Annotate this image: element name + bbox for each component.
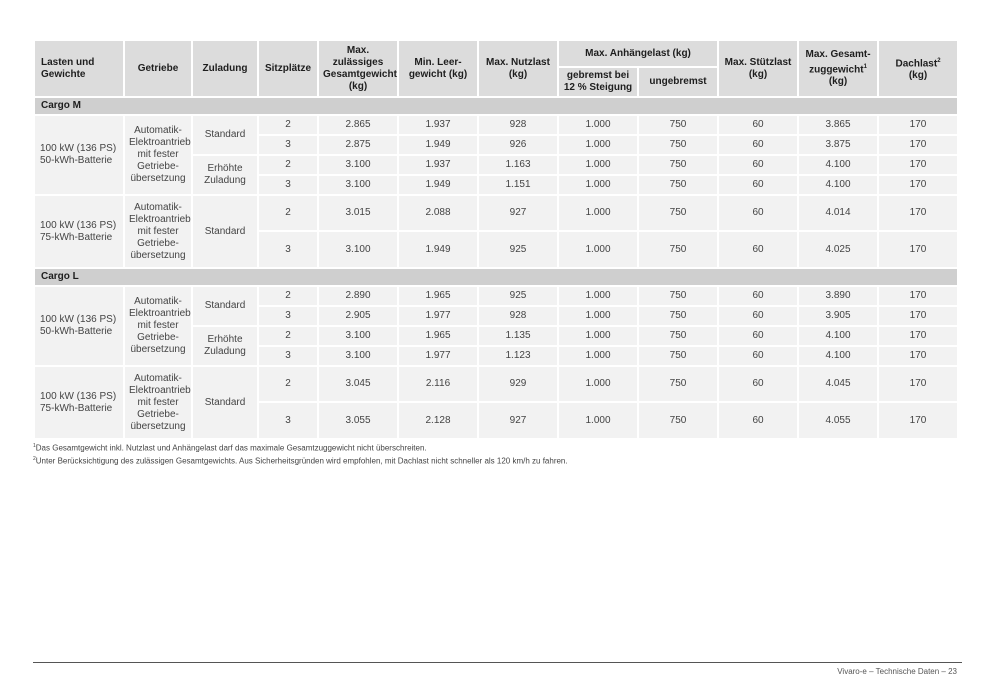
dachlast-cell: 170 — [878, 175, 958, 195]
header-dachlast-text: Dachlast — [895, 58, 938, 70]
gesamtgewicht-cell: 2.905 — [318, 306, 398, 326]
gesamtgewicht-cell: 2.890 — [318, 286, 398, 306]
gebremst-cell: 1.000 — [558, 326, 638, 346]
header-dachlast — [878, 40, 958, 97]
table-row — [34, 115, 958, 135]
header-max-stuetzlast: Max. Stützlast (kg) — [718, 40, 798, 97]
dachlast-cell: 170 — [878, 402, 958, 439]
header-gesamtzuggewicht-text: Max. Gesamt-zuggewicht — [805, 48, 871, 76]
gebremst-cell: 1.000 — [558, 366, 638, 402]
dachlast-cell: 170 — [878, 286, 958, 306]
zuggewicht-cell: 4.025 — [798, 231, 878, 268]
nutzlast-cell: 1.135 — [478, 326, 558, 346]
zuggewicht-cell: 3.890 — [798, 286, 878, 306]
header-dachlast-unit: (kg) — [908, 70, 928, 82]
footnotes — [33, 441, 568, 466]
gesamtgewicht-cell: 2.865 — [318, 115, 398, 135]
gebremst-cell: 1.000 — [558, 175, 638, 195]
leergewicht-cell: 2.116 — [398, 366, 478, 402]
sitzplaetze-cell: 2 — [258, 326, 318, 346]
dachlast-cell: 170 — [878, 195, 958, 231]
footnote-mark: 1 — [33, 443, 36, 449]
gesamtgewicht-cell: 3.055 — [318, 402, 398, 439]
section-row — [34, 97, 958, 115]
zuggewicht-cell: 3.905 — [798, 306, 878, 326]
zuladung-cell: Standard — [192, 366, 258, 439]
nutzlast-cell: 925 — [478, 231, 558, 268]
gebremst-cell: 1.000 — [558, 286, 638, 306]
stuetzlast-cell: 60 — [718, 286, 798, 306]
motor-cell: 100 kW (136 PS) 75-kWh-Batterie — [34, 195, 124, 268]
footnote-text: Das Gesamtgewicht inkl. Nutzlast und Anhängelast darf das maximale Gesamtzuggewicht nicht überschreiten. — [35, 443, 427, 453]
gebremst-cell: 1.000 — [558, 306, 638, 326]
ungebremst-cell: 750 — [638, 286, 718, 306]
sitzplaetze-cell: 2 — [258, 115, 318, 135]
gesamtgewicht-cell: 3.100 — [318, 155, 398, 175]
header-gesamtzuggewicht — [798, 40, 878, 97]
zuladung-cell: Standard — [192, 115, 258, 155]
header-lasten: Lasten und Gewichte — [34, 40, 124, 97]
header-gesamtzuggewicht-unit: (kg) — [828, 76, 848, 88]
zuggewicht-cell: 3.865 — [798, 115, 878, 135]
sitzplaetze-cell: 3 — [258, 306, 318, 326]
leergewicht-cell: 1.937 — [398, 115, 478, 135]
nutzlast-cell: 927 — [478, 402, 558, 439]
gebremst-cell: 1.000 — [558, 115, 638, 135]
nutzlast-cell: 1.163 — [478, 155, 558, 175]
leergewicht-cell: 1.965 — [398, 286, 478, 306]
nutzlast-cell: 926 — [478, 135, 558, 155]
ungebremst-cell: 750 — [638, 366, 718, 402]
stuetzlast-cell: 60 — [718, 115, 798, 135]
footnote-text: Unter Berücksichtigung des zulässigen Gesamtgewichts. Aus Sicherheitsgründen wird empfohlen, mit Dachlast nicht schneller als 120 km/h zu fahren. — [35, 456, 568, 466]
stuetzlast-cell: 60 — [718, 402, 798, 439]
header-getriebe: Getriebe — [124, 40, 192, 97]
gebremst-cell: 1.000 — [558, 402, 638, 439]
ungebremst-cell: 750 — [638, 175, 718, 195]
stuetzlast-cell: 60 — [718, 155, 798, 175]
ungebremst-cell: 750 — [638, 155, 718, 175]
table-body — [34, 97, 958, 439]
footnote-mark: 2 — [33, 455, 36, 462]
ungebremst-cell: 750 — [638, 346, 718, 366]
stuetzlast-cell: 60 — [718, 195, 798, 231]
leergewicht-cell: 2.088 — [398, 195, 478, 231]
ungebremst-cell: 750 — [638, 402, 718, 439]
dachlast-cell: 170 — [878, 366, 958, 402]
ungebremst-cell: 750 — [638, 306, 718, 326]
gesamtgewicht-cell: 3.045 — [318, 366, 398, 402]
footer-rule — [33, 662, 962, 663]
zuggewicht-cell: 4.100 — [798, 175, 878, 195]
table-row — [34, 366, 958, 402]
leergewicht-cell: 1.977 — [398, 346, 478, 366]
leergewicht-cell: 2.128 — [398, 402, 478, 439]
footnote-mark: 1 — [863, 63, 867, 70]
nutzlast-cell: 927 — [478, 195, 558, 231]
zuggewicht-cell: 3.875 — [798, 135, 878, 155]
zuladung-cell: Standard — [192, 195, 258, 268]
stuetzlast-cell: 60 — [718, 326, 798, 346]
dachlast-cell: 170 — [878, 231, 958, 268]
nutzlast-cell: 1.123 — [478, 346, 558, 366]
ungebremst-cell: 750 — [638, 195, 718, 231]
nutzlast-cell: 928 — [478, 115, 558, 135]
section-title: Cargo L — [34, 268, 958, 286]
zuggewicht-cell: 4.045 — [798, 366, 878, 402]
zuggewicht-cell: 4.100 — [798, 155, 878, 175]
sitzplaetze-cell: 3 — [258, 346, 318, 366]
gesamtgewicht-cell: 3.100 — [318, 231, 398, 268]
table-header — [34, 40, 958, 97]
zuladung-cell: Standard — [192, 286, 258, 326]
sitzplaetze-cell: 2 — [258, 286, 318, 306]
gebremst-cell: 1.000 — [558, 155, 638, 175]
gesamtgewicht-cell: 3.100 — [318, 346, 398, 366]
zuladung-cell: Erhöhte Zuladung — [192, 155, 258, 195]
header-max-anhaengelast: Max. Anhängelast (kg) — [558, 40, 718, 67]
gebremst-cell: 1.000 — [558, 135, 638, 155]
zuggewicht-cell: 4.100 — [798, 326, 878, 346]
header-max-nutzlast: Max. Nutzlast (kg) — [478, 40, 558, 97]
dachlast-cell: 170 — [878, 135, 958, 155]
getriebe-cell: Automatik-Elektroantrieb mit fester Getriebe-übersetzung — [124, 286, 192, 366]
header-ungebremst: ungebremst — [638, 67, 718, 97]
header-gebremst: gebremst bei 12 % Steigung — [558, 67, 638, 97]
leergewicht-cell: 1.965 — [398, 326, 478, 346]
zuggewicht-cell: 4.014 — [798, 195, 878, 231]
stuetzlast-cell: 60 — [718, 135, 798, 155]
nutzlast-cell: 1.151 — [478, 175, 558, 195]
table-row — [34, 286, 958, 306]
gesamtgewicht-cell: 3.100 — [318, 175, 398, 195]
stuetzlast-cell: 60 — [718, 306, 798, 326]
stuetzlast-cell: 60 — [718, 346, 798, 366]
gesamtgewicht-cell: 2.875 — [318, 135, 398, 155]
header-zuladung: Zuladung — [192, 40, 258, 97]
stuetzlast-cell: 60 — [718, 175, 798, 195]
motor-cell: 100 kW (136 PS) 50-kWh-Batterie — [34, 286, 124, 366]
leergewicht-cell: 1.977 — [398, 306, 478, 326]
page-footer: Vivaro-e – Technische Daten – 23 — [837, 667, 957, 676]
sitzplaetze-cell: 3 — [258, 135, 318, 155]
dachlast-cell: 170 — [878, 326, 958, 346]
ungebremst-cell: 750 — [638, 326, 718, 346]
leergewicht-cell: 1.949 — [398, 231, 478, 268]
ungebremst-cell: 750 — [638, 231, 718, 268]
getriebe-cell: Automatik-Elektroantrieb mit fester Getriebe-übersetzung — [124, 115, 192, 195]
stuetzlast-cell: 60 — [718, 366, 798, 402]
ungebremst-cell: 750 — [638, 135, 718, 155]
dachlast-cell: 170 — [878, 306, 958, 326]
nutzlast-cell: 928 — [478, 306, 558, 326]
dachlast-cell: 170 — [878, 155, 958, 175]
header-max-gesamtgewicht: Max. zulässiges Gesamtgewicht (kg) — [318, 40, 398, 97]
weights-table — [33, 39, 959, 440]
zuggewicht-cell: 4.055 — [798, 402, 878, 439]
gesamtgewicht-cell: 3.015 — [318, 195, 398, 231]
footnote-1 — [33, 441, 568, 454]
zuladung-cell: Erhöhte Zuladung — [192, 326, 258, 366]
gebremst-cell: 1.000 — [558, 346, 638, 366]
sitzplaetze-cell: 3 — [258, 402, 318, 439]
footnote-2 — [33, 454, 568, 467]
leergewicht-cell: 1.949 — [398, 135, 478, 155]
footnote-mark: 2 — [937, 57, 941, 64]
getriebe-cell: Automatik-Elektroantrieb mit fester Getriebe-übersetzung — [124, 195, 192, 268]
nutzlast-cell: 925 — [478, 286, 558, 306]
sitzplaetze-cell: 2 — [258, 195, 318, 231]
sitzplaetze-cell: 3 — [258, 231, 318, 268]
gebremst-cell: 1.000 — [558, 195, 638, 231]
gebremst-cell: 1.000 — [558, 231, 638, 268]
dachlast-cell: 170 — [878, 346, 958, 366]
stuetzlast-cell: 60 — [718, 231, 798, 268]
getriebe-cell: Automatik-Elektroantrieb mit fester Getriebe-übersetzung — [124, 366, 192, 439]
section-title: Cargo M — [34, 97, 958, 115]
motor-cell: 100 kW (136 PS) 75-kWh-Batterie — [34, 366, 124, 439]
dachlast-cell: 170 — [878, 115, 958, 135]
gesamtgewicht-cell: 3.100 — [318, 326, 398, 346]
zuggewicht-cell: 4.100 — [798, 346, 878, 366]
nutzlast-cell: 929 — [478, 366, 558, 402]
header-min-leergewicht: Min. Leer-gewicht (kg) — [398, 40, 478, 97]
ungebremst-cell: 750 — [638, 115, 718, 135]
leergewicht-cell: 1.937 — [398, 155, 478, 175]
motor-cell: 100 kW (136 PS) 50-kWh-Batterie — [34, 115, 124, 195]
sitzplaetze-cell: 3 — [258, 175, 318, 195]
header-sitzplaetze: Sitzplätze — [258, 40, 318, 97]
sitzplaetze-cell: 2 — [258, 155, 318, 175]
table-row — [34, 195, 958, 231]
section-row — [34, 268, 958, 286]
sitzplaetze-cell: 2 — [258, 366, 318, 402]
leergewicht-cell: 1.949 — [398, 175, 478, 195]
